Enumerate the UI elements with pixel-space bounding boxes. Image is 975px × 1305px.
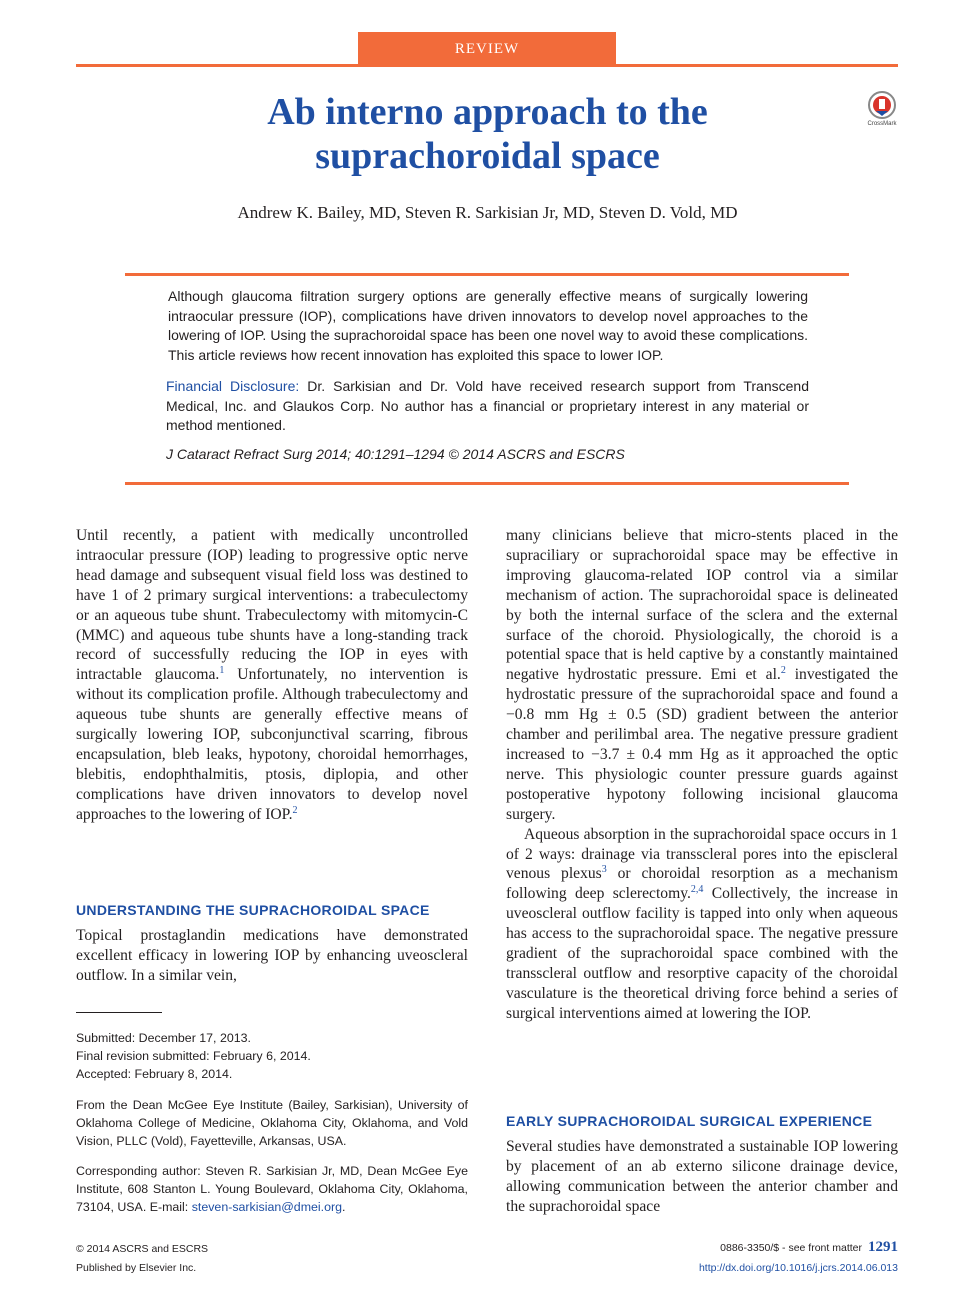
footer-publisher: Published by Elsevier Inc. <box>76 1262 197 1274</box>
accepted-date: Accepted: February 8, 2014. <box>76 1067 233 1081</box>
reference-link[interactable]: 2 <box>292 804 298 816</box>
section-heading: UNDERSTANDING THE SUPRACHOROIDAL SPACE <box>76 902 430 918</box>
section-label: REVIEW <box>358 32 616 64</box>
page-number: 1291 <box>868 1239 898 1255</box>
right-column <box>506 526 898 1024</box>
paragraph <box>506 825 898 1024</box>
abstract-text: Although glaucoma filtration surgery options are generally effective means of surgically lowering intraocular pressure (IOP), complications have driven innovators to develop novel approaches to the lowering of IOP. Using the suprachoroidal space has been one novel way to avoid these complications. This article reviews how recent innovation has exploited this space to lower IOP. <box>168 288 808 363</box>
financial-disclosure-text: Dr. Sarkisian and Dr. Vold have received research support from Transcend Medical, Inc. and Glaukos Corp. No author has a financial or proprietary interest in any material or method mentioned. <box>166 378 809 433</box>
left-column-continued <box>76 926 468 986</box>
reference-link[interactable]: 1 <box>219 665 225 677</box>
authors: Andrew K. Bailey, MD, Steven R. Sarkisian Jr, MD, Steven D. Vold, MD <box>237 203 738 222</box>
title-line-2: suprachoroidal space <box>315 135 660 177</box>
paragraph: Topical prostaglandin medications have demonstrated excellent efficacy in lowering IOP by enhancing uveoscleral outflow. In a similar vein, <box>76 927 468 984</box>
right-column-continued <box>506 1137 898 1217</box>
affiliation-note: From the Dean McGee Eye Institute (Bailey, Sarkisian), University of Oklahoma College of Medicine, Oklahoma City, Oklahoma, and Vold Vision, PLLC (Vold), Fayetteville, Arkansas, USA. <box>76 1098 468 1148</box>
journal-citation: J Cataract Refract Surg 2014; 40:1291–1294 © 2014 ASCRS and ESCRS <box>166 446 625 462</box>
submitted-date: Submitted: December 17, 2013. <box>76 1031 251 1045</box>
crossmark-label: CrossMark <box>867 121 897 127</box>
text-run: many clinicians believe that micro-stents placed in the supraciliary or suprachoroidal space may be effective in improving glaucoma-related IOP control via a similar mechanism of action. The suprachoroidal space is delineated by both the internal surface of the sclera and the external surface of the choroid. Physiologically, the choroid is a potential space that is held captive by a constantly maintained negative hydrostatic pressure. Emi et al. <box>506 527 898 684</box>
reference-link[interactable]: 2,4 <box>690 884 704 896</box>
email-link[interactable]: steven-sarkisian@dmei.org <box>191 1200 343 1214</box>
corresponding-author <box>76 1162 468 1216</box>
footer-issn-line <box>720 1239 898 1256</box>
abstract-bottom-rule <box>125 482 849 485</box>
footer-issn: 0886-3350/$ - see front matter <box>720 1242 862 1254</box>
submission-dates <box>76 1029 468 1083</box>
article-title <box>150 90 825 178</box>
doi-link[interactable]: http://dx.doi.org/10.1016/j.jcrs.2014.06.013 <box>698 1262 898 1274</box>
reference-link[interactable]: 2 <box>780 665 786 677</box>
text-run: Until recently, a patient with medically uncontrolled intraocular pressure (IOP) leading to progressive optic nerve head damage and subsequent visual field loss was destined to have 1 of 2 primary surgical interventions: a trabeculectomy or an aqueous tube shunt. Trabeculectomy with mitomycin-C (MMC) and aqueous tube shunts have a long-standing track record of successfully reducing the IOP in eyes with intractable glaucoma. <box>76 527 468 684</box>
text-run: . <box>342 1200 346 1214</box>
title-line-1: Ab interno approach to the <box>267 91 708 133</box>
text-run: investigated the hydrostatic pressure of the suprachoroidal space and found a −0.8 mm Hg ± 0.5 (SD) gradient between the anterior chamber and perilimbal area. The negative pressure gradient increased to −3.7 ± 0.4 mm Hg as it approached the optic nerve. This physiologic counter pressure guards against postoperative hypotony following incisional glaucoma surgery. <box>506 666 898 823</box>
financial-disclosure <box>166 377 809 436</box>
paragraph <box>506 526 898 825</box>
text-run: Unfortunately, no intervention is without its complication profile. Although trabeculectomy and aqueous tube shunts are generally effective means of surgically lowering IOP, subconjunctival scarring, fibrous encapsulation, bleb leaks, hypotony, choroidal hemorrhages, blebitis, endophthalmitis, ptosis, diplopia, and other complications have driven innovators to develop novel approaches to the lowering of IOP. <box>76 666 468 823</box>
text-run: or choroidal resorption as a mechanism following deep sclerectomy. <box>506 865 898 903</box>
financial-disclosure-label: Financial Disclosure: <box>166 378 300 394</box>
footer-copyright: © 2014 ASCRS and ESCRS <box>76 1243 209 1255</box>
header-rule <box>76 64 898 67</box>
text-run: Aqueous absorption in the suprachoroidal space occurs in 1 of 2 ways: drainage via transscleral pores into the episcleral venous plexus <box>506 825 898 883</box>
footnote-rule <box>76 1012 162 1013</box>
paragraph <box>76 526 468 825</box>
left-column <box>76 526 468 825</box>
corresponding-text: Corresponding author: Steven R. Sarkisian Jr, MD, Dean McGee Eye Institute, 608 Stanton L. Young Boulevard, Oklahoma City, Oklahoma, 73104, USA. E-mail: <box>76 1164 468 1214</box>
reference-link[interactable]: 3 <box>601 864 607 876</box>
section-heading: EARLY SUPRACHOROIDAL SURGICAL EXPERIENCE <box>506 1113 873 1129</box>
text-run: Collectively, the increase in uveoscleral outflow facility is tapped into only when aqueous has access to the suprachoroidal space. The negative pressure gradient of the suprachoroidal space combined with the transscleral outflow and resorptive capacity of the choroidal vasculature is the theoretical driving force behind a series of surgical interventions aimed at lowering the IOP. <box>506 885 899 1022</box>
revision-date: Final revision submitted: February 6, 2014. <box>76 1049 311 1063</box>
paragraph: Several studies have demonstrated a sustainable IOP lowering by placement of an ab externo silicone drainage device, allowing communication between the anterior chamber and the suprachoroidal space <box>506 1138 898 1215</box>
abstract-top-rule <box>125 273 849 276</box>
